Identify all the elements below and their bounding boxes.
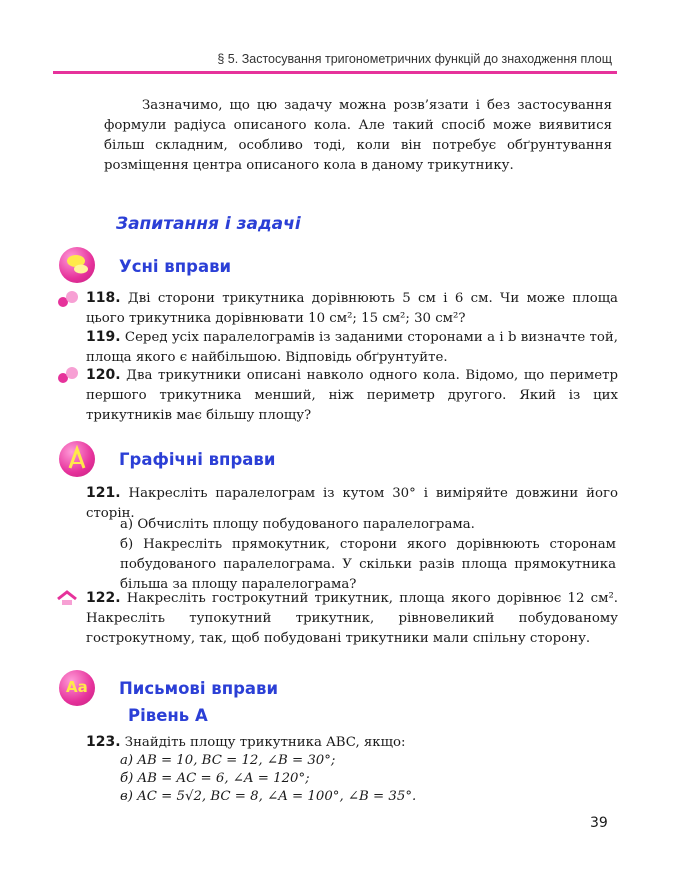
task-number: 122. (86, 590, 121, 606)
task-123-part-b: б) AB = AC = 6, ∠A = 120°; (120, 771, 310, 786)
task-number: 121. (86, 485, 121, 501)
task-text: Накресліть гострокутний трикутник, площа якого дорівнює 12 см². Накресліть тупокутний трикутник, рівновеликий побудованому гострокутному, так, щоб побудовані трикутники мали спільну сторону. (86, 591, 618, 646)
task-text: Два трикутники описані навколо одного кола. Відомо, що периметр першого трикутника менший, ніж периметр другого. Який із цих трикутників має більшу площу? (86, 368, 618, 423)
oral-marker-icon (58, 291, 80, 307)
graphic-exercises-heading: Графічні вправи (119, 450, 276, 469)
task-123 (86, 732, 618, 753)
section-title: Запитання і задачі (116, 214, 301, 234)
task-123-part-c: в) AC = 5√2, BC = 8, ∠A = 100°, ∠B = 35°. (120, 789, 417, 804)
written-exercises-heading: Письмові вправи (119, 679, 279, 698)
task-text: Знайдіть площу трикутника ABC, якщо: (124, 735, 406, 750)
speech-bubble-icon (59, 247, 95, 283)
task-text: Дві сторони трикутника дорівнюють 5 см і 6 см. Чи може площа цього трикутника дорівнювати 10 см²; 15 см²; 30 см²? (86, 291, 618, 326)
task-number: 120. (86, 367, 121, 383)
level-heading: Рівень А (128, 706, 208, 725)
badge-letters: Аа (66, 678, 88, 696)
house-marker-icon (56, 590, 78, 606)
task-121-part-b: б) Накресліть прямокутник, сторони якого дорівнюють сторонам побудованого паралелограма. У скільки разів площа прямокутника більша за площу паралелограма? (120, 537, 616, 592)
oral-marker-icon (58, 367, 80, 383)
page-number: 39 (590, 815, 608, 831)
task-122 (86, 588, 618, 649)
task-number: 123. (86, 734, 121, 750)
task-119 (86, 327, 618, 368)
task-text: Накресліть паралелограм із кутом 30° і виміряйте довжини його сторін. (86, 486, 619, 521)
intro-paragraph: Зазначимо, що цю задачу можна розв’язати і без застосування формули радіуса описаного кола. Але такий спосіб може виявитися більш складним, особливо тоді, коли він потребує обґрунтування розміщення центра описаного кола в даному трикутнику. (104, 98, 612, 173)
task-120 (86, 365, 618, 426)
task-text: Серед усіх паралелограмів із заданими сторонами a і b визначте той, площа якого є найбільшою. Відповідь обґрунтуйте. (86, 330, 618, 365)
drawing-tool-icon (59, 441, 95, 477)
running-header: § 5. Застосування тригонометричних функцій до знаходження площ (217, 52, 612, 66)
task-121-part-a: а) Обчисліть площу побудованого паралелограма. (120, 517, 475, 532)
letters-icon (59, 670, 95, 706)
oral-exercises-heading: Усні вправи (119, 257, 232, 276)
task-number: 118. (86, 290, 121, 306)
task-118 (86, 288, 618, 329)
task-number: 119. (86, 329, 121, 345)
task-123-part-a: а) AB = 10, BC = 12, ∠B = 30°; (120, 753, 336, 768)
header-rule (53, 71, 617, 74)
